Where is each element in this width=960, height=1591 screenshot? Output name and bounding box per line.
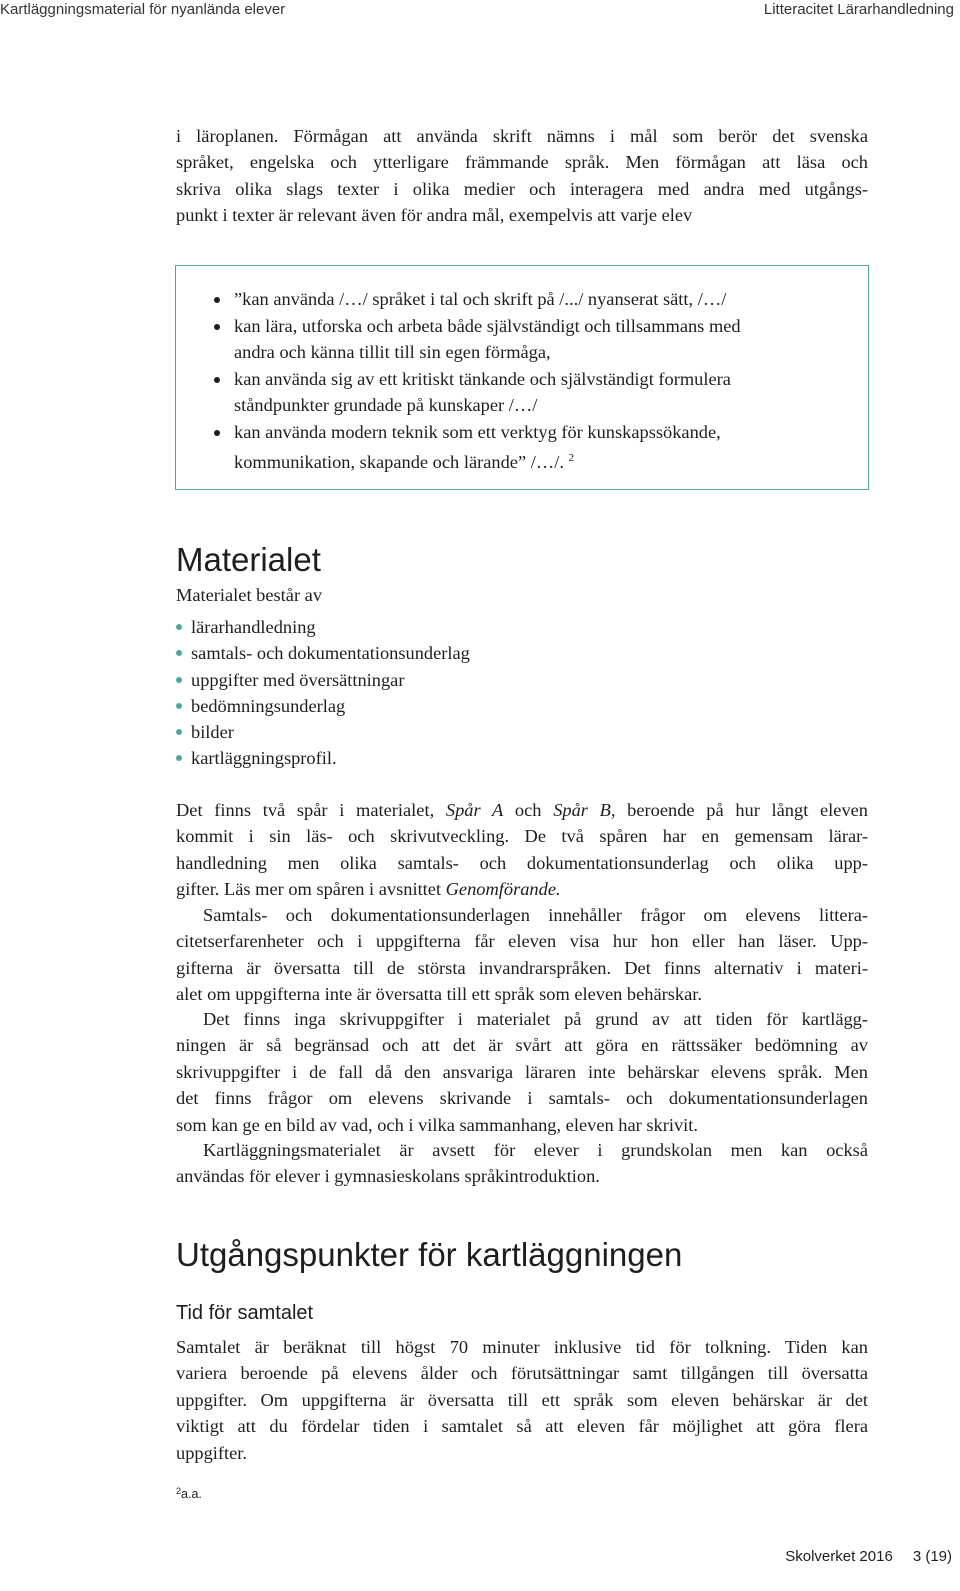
subheading-tid-for-samtalet: Tid för samtalet <box>176 1302 314 1324</box>
text-line <box>176 797 868 823</box>
bullet-icon <box>176 677 182 683</box>
text-line: gifterna är översatta till de största invandrarspråken. Det finns alternativ i materi- <box>176 957 868 978</box>
quote-item <box>214 313 844 366</box>
section-heading-utgangspunkter: Utgångspunkter för kartläggningen <box>176 1236 683 1273</box>
text-line <box>176 876 868 902</box>
list-item <box>176 667 868 693</box>
quote-line: ”kan använda /…/ språket i tal och skrift på /.../ nyanserat sätt, /…/ <box>234 289 727 309</box>
list-item <box>176 614 868 640</box>
list-item-label: kartläggningsprofil. <box>191 748 337 769</box>
bullet-icon <box>214 377 220 383</box>
text-line: Samtals- och dokumentationsunderlagen innehåller frågor om elevens littera- <box>203 905 868 925</box>
text-line: uppgifter. <box>176 1442 247 1463</box>
quote-item <box>214 286 844 313</box>
page-footer <box>785 1548 952 1565</box>
list-item <box>176 693 868 719</box>
text-line: språket, engelska och ytterligare främmande språk. Men förmågan att läsa och <box>176 152 868 173</box>
bullet-icon <box>176 755 182 761</box>
footnote <box>176 1486 202 1501</box>
bullet-icon <box>176 624 182 630</box>
section-heading-materialet: Materialet <box>176 541 321 578</box>
paragraph-conversation-time <box>176 1334 868 1466</box>
list-item-label: bedömningsunderlag <box>191 695 346 716</box>
bullet-icon <box>214 430 220 436</box>
text-line: det finns frågor om elevens skrivande i samtals- och dokumentationsunderlagen <box>176 1088 868 1109</box>
text-line: variera beroende på elevens ålder och förutsättningar samt tillgången till översatta <box>176 1363 868 1384</box>
text-line: Kartläggningsmaterialet är avsett för elever i grundskolan men kan också <box>203 1140 868 1160</box>
footnote-reference[interactable]: 2 <box>568 452 575 464</box>
list-item-label: samtals- och dokumentationsunderlag <box>191 643 470 664</box>
text-run: Det finns två spår i materialet, <box>176 800 446 820</box>
quote-line: kan använda modern teknik som ett verktyg för kunskapssökande, <box>234 421 721 442</box>
quote-line: andra och känna tillit till sin egen förmåga, <box>234 342 551 362</box>
paragraph-writing-tasks <box>176 1006 868 1138</box>
section-reference: Genomförande. <box>445 879 561 900</box>
paragraph-target-group <box>176 1137 868 1190</box>
intro-paragraph <box>176 123 868 229</box>
text-line: citetserfarenheter och i uppgifterna får eleven visa hur hon eller han läser. Upp- <box>176 931 868 952</box>
track-b-term: Spår B, <box>553 800 616 820</box>
material-list <box>176 614 868 772</box>
quote-line-last <box>234 445 844 476</box>
text-line: skrivuppgifter i de fall då den ansvariga läraren inte behärskar elevens språk. Men <box>176 1061 868 1082</box>
page-number: 3 (19) <box>912 1548 952 1565</box>
bullet-icon <box>176 703 182 709</box>
header-section-title: Litteracitet Lärarhandledning <box>763 1 954 18</box>
bullet-icon <box>176 650 182 656</box>
list-item-label: uppgifter med översättningar <box>191 669 405 690</box>
quote-line-text: kommunikation, skapande och lärande” /…/. <box>234 452 564 472</box>
text-line: som kan ge en bild av vad, och i vilka sammanhang, eleven har skrivit. <box>176 1114 698 1135</box>
text-line: viktigt att du fördelar tiden i samtalet så att eleven får möjlighet att göra flera <box>176 1416 868 1437</box>
list-item-label: lärarhandledning <box>191 617 316 637</box>
list-item <box>176 640 868 666</box>
text-line: skriva olika slags texter i olika medier och interagera med andra med utgångs- <box>176 178 868 199</box>
quote-item <box>214 419 844 476</box>
quote-line: kan lära, utforska och arbeta både självständigt och tillsammans med <box>234 315 741 336</box>
text-line: handledning men olika samtals- och dokumentationsunderlag och olika upp- <box>176 852 868 873</box>
quote-item <box>214 366 844 419</box>
text-line: kommit i sin läs- och skrivutveckling. De två spåren har en gemensam lärar- <box>176 826 868 847</box>
footer-publisher: Skolverket 2016 <box>785 1548 893 1565</box>
text-run: gifter. Läs mer om spåren i avsnittet <box>176 879 446 900</box>
paragraph-documentation <box>176 902 868 1008</box>
bullet-icon <box>176 729 182 735</box>
list-item <box>176 719 868 745</box>
materialet-intro <box>176 582 868 608</box>
text-line: användas för elever i gymnasieskolans språkintroduktion. <box>176 1166 600 1187</box>
footnote-text: a.a. <box>181 1487 202 1501</box>
text-line: Det finns inga skrivuppgifter i materialet på grund av att tiden för kartlägg- <box>203 1009 868 1029</box>
text-line: Materialet består av <box>176 585 323 605</box>
quote-list <box>214 286 844 476</box>
paragraph-tracks <box>176 797 868 903</box>
quote-line: ståndpunkter grundade på kunskaper /…/ <box>234 395 538 415</box>
track-a-term: Spår A <box>445 800 504 820</box>
bullet-icon <box>214 297 220 303</box>
text-line: Samtalet är beräknat till högst 70 minuter inklusive tid för tolkning. Tiden kan <box>176 1337 868 1357</box>
running-header <box>0 0 960 22</box>
text-line: punkt i texter är relevant även för andra mål, exempelvis att varje elev <box>176 205 693 226</box>
list-item <box>176 745 868 771</box>
text-line: i läroplanen. Förmågan att använda skrift nämns i mål som berör det svenska <box>176 126 868 146</box>
curriculum-quote-box <box>175 265 869 490</box>
bullet-icon <box>214 324 220 330</box>
text-line: alet om uppgifterna inte är översatta till ett språk som eleven behärskar. <box>176 984 702 1005</box>
text-line: ningen är så begränsad och att det är svårt att göra en rättssäker bedömning av <box>176 1035 868 1056</box>
quote-line: kan använda sig av ett kritiskt tänkande och självständigt formulera <box>234 368 731 389</box>
list-item-label: bilder <box>191 722 234 743</box>
text-line: uppgifter. Om uppgifterna är översatta till ett språk som eleven behärskar är det <box>176 1389 868 1410</box>
text-run: och <box>503 800 554 820</box>
header-document-title: Kartläggningsmaterial för nyanlända elever <box>0 1 286 18</box>
footnote-number: 2 <box>176 1486 182 1496</box>
text-run: beroende på hur långt eleven <box>615 800 868 820</box>
